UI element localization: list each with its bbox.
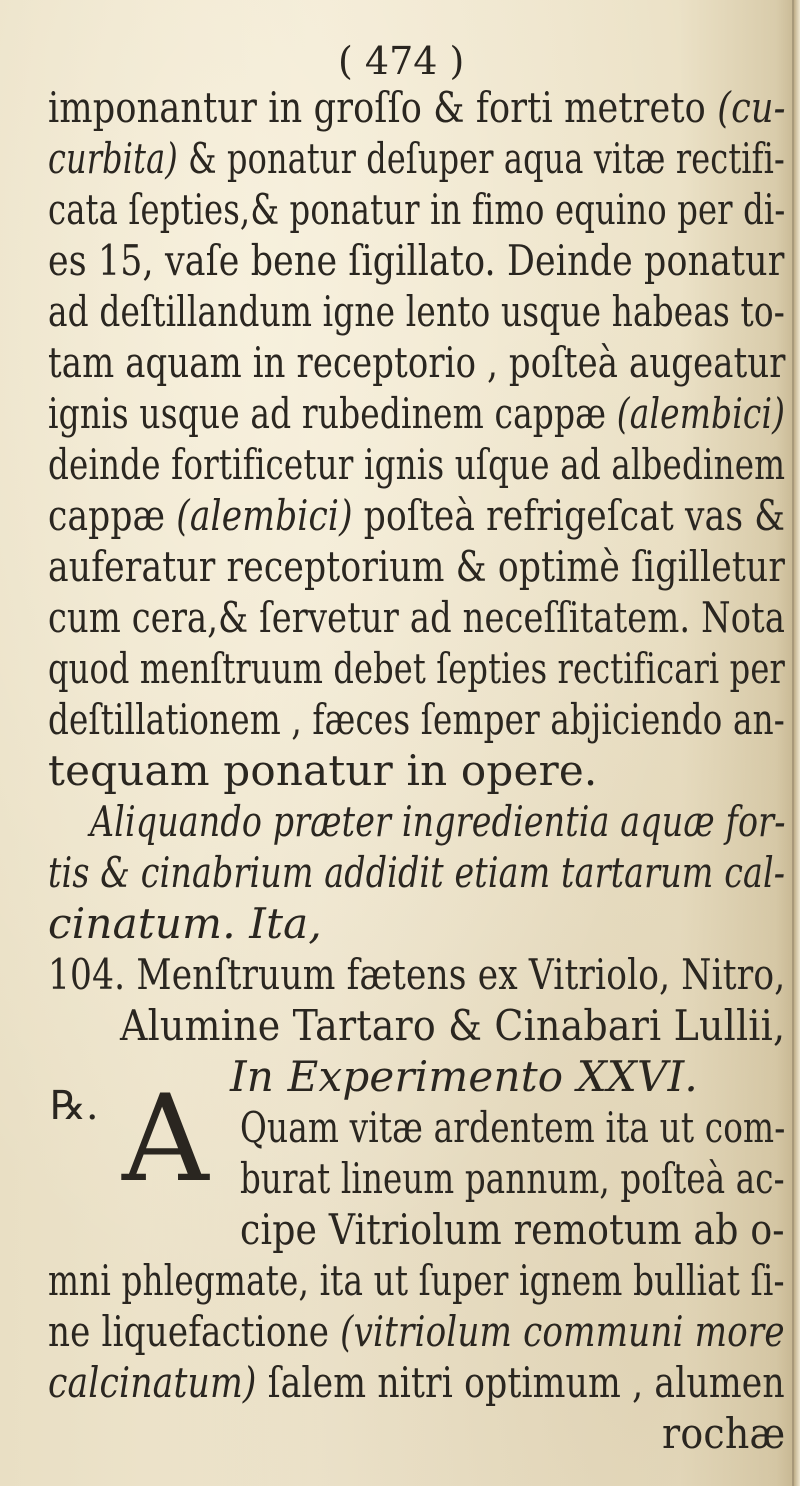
text-segment: imponantur in groſſo & forti metreto <box>48 83 718 132</box>
text-line <box>662 1408 785 1460</box>
page-edge-shadow <box>794 0 800 1486</box>
text-line <box>240 1102 785 1154</box>
text-segment: & ponatur deſuper aqua vitæ rectifi- <box>177 134 785 183</box>
text-line <box>48 490 785 542</box>
text-segment: quod menſtruum debet ſepties rectificari per <box>48 644 785 693</box>
text-line <box>120 1000 785 1052</box>
text-segment: ſalem nitri optimum , alumen <box>256 1358 785 1407</box>
text-line <box>48 949 785 1001</box>
page-edge-line <box>792 0 794 1486</box>
text-line <box>48 592 785 644</box>
text-line <box>48 439 785 491</box>
text-segment: Quam vitæ ardentem ita ut com- <box>240 1103 786 1152</box>
italic-segment: cinatum. Ita, <box>48 899 322 948</box>
text-line <box>48 286 785 338</box>
text-line <box>48 1306 785 1358</box>
recipe-symbol: ℞. <box>50 1083 99 1129</box>
text-line <box>48 643 785 695</box>
text-segment: rochæ <box>662 1409 786 1458</box>
text-segment: ignis usque ad rubedinem cappæ <box>48 389 617 438</box>
text-segment: 104. Menſtruum fætens ex Vitriolo, Nitro, <box>48 950 786 999</box>
text-line <box>48 898 322 950</box>
text-segment: ad deſtillandum igne lento usque habeas to- <box>48 287 785 336</box>
italic-segment: (alembici) <box>176 491 353 540</box>
text-line <box>48 847 785 899</box>
text-segment: tam aquam in receptorio , poſteà augeatur <box>48 338 786 387</box>
text-line <box>48 184 785 236</box>
text-line <box>48 133 785 185</box>
text-line <box>48 1255 785 1307</box>
text-segment: auferatur receptorium & optimè ſigilletur <box>48 542 786 591</box>
text-segment: burat lineum pannum, poſteà ac- <box>240 1154 785 1203</box>
italic-segment: curbita) <box>48 134 178 183</box>
text-segment: deſtillationem , fæces ſemper abjiciendo an- <box>48 695 785 744</box>
text-segment: cipe Vitriolum remotum ab o- <box>240 1205 785 1254</box>
text-line <box>240 1204 785 1256</box>
text-segment: cappæ <box>48 491 177 540</box>
text-segment: deinde fortificetur ignis uſque ad albedinem <box>48 440 786 489</box>
italic-segment: In Experimento XXVI. <box>230 1052 698 1101</box>
text-line <box>48 694 785 746</box>
text-segment: es 15, vaſe bene ſigillato. Deinde ponatur <box>48 236 785 285</box>
text-segment: mni phlegmate, ita ut ſuper ignem bulliat ſi- <box>48 1256 785 1305</box>
text-line <box>48 1357 785 1409</box>
italic-segment: (vitriolum communi more <box>340 1307 785 1356</box>
text-segment: cum cera,& ſervetur ad neceſſitatem. Nota <box>48 593 786 642</box>
text-line <box>240 1153 785 1205</box>
text-line <box>48 541 785 593</box>
italic-segment: calcinatum) <box>48 1358 257 1407</box>
text-line <box>48 82 786 134</box>
text-line <box>48 388 785 440</box>
text-line <box>48 337 786 389</box>
text-line <box>48 745 597 797</box>
text-segment: cata ſepties,& ponatur in fimo equino per di- <box>48 185 786 234</box>
text-segment: tequam ponatur in opere. <box>48 746 598 795</box>
text-segment: poſteà refrigeſcat vas & <box>352 491 786 540</box>
text-line <box>230 1051 698 1103</box>
text-line <box>48 235 785 287</box>
text-line <box>90 796 786 848</box>
page-number: ( 474 ) <box>338 39 465 83</box>
text-segment: ne liquefactione <box>48 1307 341 1356</box>
italic-segment: (cu- <box>717 83 786 132</box>
italic-segment: Aliquando præter ingredientia aquæ for- <box>90 797 786 846</box>
italic-segment: tis & cinabrium addidit etiam tartarum cal- <box>48 848 786 897</box>
drop-cap-letter: A <box>122 1070 209 1209</box>
text-segment: Alumine Tartaro & Cinabari Lullii, <box>120 1001 786 1050</box>
italic-segment: (alembici) <box>616 389 786 438</box>
